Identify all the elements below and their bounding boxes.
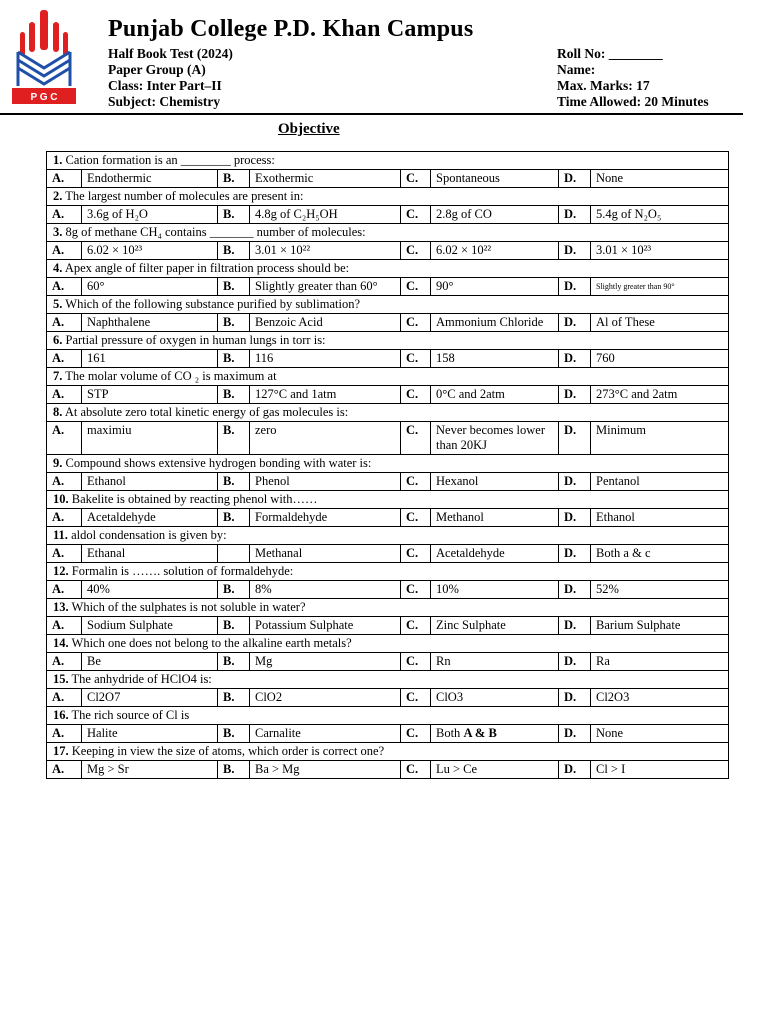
question-text: The largest number of molecules are present in: (65, 189, 304, 203)
option-letter: A. (47, 473, 82, 491)
question-text: At absolute zero total kinetic energy of gas molecules is: (64, 405, 349, 419)
option-text: 6.02 × 10²³ (82, 242, 218, 260)
question-number: 7. (53, 369, 63, 383)
option-text: Sodium Sulphate (82, 617, 218, 635)
question-text: Which of the sulphates is not soluble in water? (71, 600, 306, 614)
options-row (47, 473, 729, 491)
paper-group: Paper Group (A) (108, 62, 206, 77)
question-cell (47, 404, 729, 422)
option-letter: D. (559, 725, 591, 743)
option-text: Al of These (591, 314, 729, 332)
option-text: Ethanol (591, 509, 729, 527)
option-text: None (591, 725, 729, 743)
mcq-table (46, 151, 729, 779)
question-cell (47, 188, 729, 206)
option-text: Potassium Sulphate (250, 617, 401, 635)
option-letter: B. (218, 581, 250, 599)
options-row (47, 509, 729, 527)
option-letter: D. (559, 314, 591, 332)
option-letter: B. (218, 206, 250, 224)
question-text: Formalin is ……. solution of formaldehyde: (71, 564, 294, 578)
option-text: Formaldehyde (250, 509, 401, 527)
option-letter: D. (559, 278, 591, 296)
option-letter: C. (401, 509, 431, 527)
option-text: Both A & B (431, 725, 559, 743)
option-text: 4.8g of C₂H₅OH (250, 206, 401, 224)
option-letter: B. (218, 617, 250, 635)
option-letter: A. (47, 581, 82, 599)
option-text: Cl2O3 (591, 689, 729, 707)
option-letter: C. (401, 314, 431, 332)
option-text: 52% (591, 581, 729, 599)
option-letter: A. (47, 509, 82, 527)
option-letter: D. (559, 617, 591, 635)
option-text: 760 (591, 350, 729, 368)
option-text: Pentanol (591, 473, 729, 491)
question-number: 3. (53, 225, 63, 239)
question-row (47, 188, 729, 206)
question-row (47, 527, 729, 545)
question-number: 8. (53, 405, 63, 419)
options-row (47, 761, 729, 779)
options-row (47, 725, 729, 743)
option-text: 116 (250, 350, 401, 368)
question-text: The molar volume of CO ₂ is maximum at (65, 369, 277, 383)
option-text: Be (82, 653, 218, 671)
option-text: 0°C and 2atm (431, 386, 559, 404)
option-letter: C. (401, 473, 431, 491)
option-text: 90° (431, 278, 559, 296)
option-text: Spontaneous (431, 170, 559, 188)
option-letter: B. (218, 278, 250, 296)
options-row (47, 386, 729, 404)
question-row (47, 707, 729, 725)
option-letter: C. (401, 761, 431, 779)
option-text: Slightly greater than 90° (591, 278, 729, 296)
subject-label: Subject: Chemistry (108, 94, 221, 109)
option-letter: B. (218, 386, 250, 404)
option-letter: B. (218, 170, 250, 188)
question-cell (47, 671, 729, 689)
option-text: Acetaldehyde (431, 545, 559, 563)
question-text: Which of the following substance purified by sublimation? (65, 297, 361, 311)
option-letter: D. (559, 206, 591, 224)
option-letter: B. (218, 473, 250, 491)
option-letter: A. (47, 386, 82, 404)
question-cell (47, 743, 729, 761)
question-text: 8g of methane CH₄ contains _______ number of molecules: (65, 225, 366, 239)
options-row (47, 617, 729, 635)
option-letter: B. (218, 725, 250, 743)
options-row (47, 242, 729, 260)
question-text: The anhydride of HClO4 is: (71, 672, 212, 686)
question-cell (47, 599, 729, 617)
question-row (47, 491, 729, 509)
option-text: STP (82, 386, 218, 404)
option-letter: D. (559, 422, 591, 455)
option-letter: A. (47, 689, 82, 707)
option-letter: A. (47, 653, 82, 671)
option-text: Ethanol (82, 473, 218, 491)
option-letter: C. (401, 242, 431, 260)
option-letter: C. (401, 206, 431, 224)
option-letter: A. (47, 545, 82, 563)
question-row (47, 599, 729, 617)
option-text: Slightly greater than 60° (250, 278, 401, 296)
options-row (47, 653, 729, 671)
question-row (47, 743, 729, 761)
option-text: Cl2O7 (82, 689, 218, 707)
option-letter: D. (559, 242, 591, 260)
option-letter: A. (47, 170, 82, 188)
question-text: Which one does not belong to the alkaline earth metals? (71, 636, 352, 650)
option-text: ClO2 (250, 689, 401, 707)
question-text: Apex angle of filter paper in filtration process should be: (64, 261, 350, 275)
question-cell (47, 491, 729, 509)
name-field: Name: (557, 62, 596, 77)
option-letter: A. (47, 314, 82, 332)
option-letter: D. (559, 761, 591, 779)
option-letter: C. (401, 653, 431, 671)
options-row (47, 350, 729, 368)
option-text: Ra (591, 653, 729, 671)
question-text: aldol condensation is given by: (71, 528, 227, 542)
options-row (47, 689, 729, 707)
option-text: 3.6g of H₂O (82, 206, 218, 224)
question-row (47, 404, 729, 422)
section-title: Objective (278, 121, 340, 137)
option-text: Minimum (591, 422, 729, 455)
question-cell (47, 635, 729, 653)
question-cell (47, 332, 729, 350)
question-number: 4. (53, 261, 63, 275)
exam-info (108, 46, 233, 110)
option-text: 2.8g of CO (431, 206, 559, 224)
option-letter: A. (47, 725, 82, 743)
option-letter: B. (218, 689, 250, 707)
option-letter: A. (47, 350, 82, 368)
question-cell (47, 527, 729, 545)
option-letter: D. (559, 473, 591, 491)
question-number: 9. (53, 456, 63, 470)
option-text: 3.01 × 10²³ (591, 242, 729, 260)
question-number: 1. (53, 153, 63, 167)
option-letter: B. (218, 350, 250, 368)
option-letter: B. (218, 761, 250, 779)
option-letter (218, 545, 250, 563)
roll-no-field: Roll No: ________ (557, 46, 663, 61)
question-row (47, 224, 729, 242)
student-info (557, 46, 709, 110)
question-number: 17. (53, 744, 69, 758)
option-letter: A. (47, 242, 82, 260)
option-text: Phenol (250, 473, 401, 491)
question-row (47, 260, 729, 278)
option-text: 10% (431, 581, 559, 599)
option-text: 40% (82, 581, 218, 599)
question-row (47, 671, 729, 689)
option-text: 5.4g of N₂O₅ (591, 206, 729, 224)
option-text: Rn (431, 653, 559, 671)
question-cell (47, 296, 729, 314)
option-text: Barium Sulphate (591, 617, 729, 635)
question-cell (47, 224, 729, 242)
option-text: Hexanol (431, 473, 559, 491)
question-cell (47, 455, 729, 473)
option-text: Ba > Mg (250, 761, 401, 779)
question-text: Compound shows extensive hydrogen bonding with water is: (65, 456, 372, 470)
option-text: Ethanal (82, 545, 218, 563)
option-text: ClO3 (431, 689, 559, 707)
option-letter: D. (559, 653, 591, 671)
option-text: Mg (250, 653, 401, 671)
option-text: 273°C and 2atm (591, 386, 729, 404)
option-letter: C. (401, 689, 431, 707)
option-text: Ammonium Chloride (431, 314, 559, 332)
options-row (47, 314, 729, 332)
option-letter: D. (559, 170, 591, 188)
option-letter: B. (218, 242, 250, 260)
option-letter: B. (218, 314, 250, 332)
option-letter: C. (401, 350, 431, 368)
question-row (47, 635, 729, 653)
question-text: Keeping in view the size of atoms, which order is correct one? (71, 744, 385, 758)
option-text: Acetaldehyde (82, 509, 218, 527)
option-letter: A. (47, 206, 82, 224)
options-row (47, 545, 729, 563)
pgc-logo (12, 8, 76, 104)
option-text: Mg > Sr (82, 761, 218, 779)
question-number: 2. (53, 189, 63, 203)
question-text: Partial pressure of oxygen in human lungs in torr is: (65, 333, 326, 347)
option-text: 161 (82, 350, 218, 368)
options-row (47, 278, 729, 296)
option-letter: A. (47, 761, 82, 779)
question-cell (47, 152, 729, 170)
option-letter: D. (559, 509, 591, 527)
option-letter: A. (47, 422, 82, 455)
option-text: zero (250, 422, 401, 455)
class-label: Class: Inter Part–II (108, 78, 222, 93)
option-text: Methanal (250, 545, 401, 563)
option-letter: C. (401, 278, 431, 296)
question-row (47, 455, 729, 473)
option-letter: D. (559, 545, 591, 563)
max-marks: Max. Marks: 17 (557, 78, 650, 93)
options-row (47, 206, 729, 224)
question-number: 12. (53, 564, 69, 578)
option-letter: C. (401, 617, 431, 635)
option-text: Benzoic Acid (250, 314, 401, 332)
options-row (47, 170, 729, 188)
college-title: Punjab College P.D. Khan Campus (108, 16, 474, 42)
question-row (47, 368, 729, 386)
option-letter: B. (218, 653, 250, 671)
question-row (47, 332, 729, 350)
option-letter: B. (218, 509, 250, 527)
option-text: 8% (250, 581, 401, 599)
time-allowed: Time Allowed: 20 Minutes (557, 94, 709, 109)
option-text: None (591, 170, 729, 188)
option-text: Halite (82, 725, 218, 743)
option-text: 158 (431, 350, 559, 368)
question-cell (47, 260, 729, 278)
question-number: 15. (53, 672, 69, 686)
question-number: 14. (53, 636, 69, 650)
question-row (47, 152, 729, 170)
option-text: Exothermic (250, 170, 401, 188)
option-text: Lu > Ce (431, 761, 559, 779)
option-text: Zinc Sulphate (431, 617, 559, 635)
option-text: Both a & c (591, 545, 729, 563)
option-letter: C. (401, 581, 431, 599)
option-letter: A. (47, 278, 82, 296)
option-letter: D. (559, 350, 591, 368)
question-text: The rich source of Cl is (71, 708, 190, 722)
question-number: 5. (53, 297, 63, 311)
option-letter: D. (559, 386, 591, 404)
option-text: Carnalite (250, 725, 401, 743)
option-letter: C. (401, 422, 431, 455)
question-row (47, 563, 729, 581)
question-row (47, 296, 729, 314)
option-text: Cl > I (591, 761, 729, 779)
option-letter: C. (401, 170, 431, 188)
question-cell (47, 707, 729, 725)
option-letter: B. (218, 422, 250, 455)
option-text: Methanol (431, 509, 559, 527)
option-letter: C. (401, 545, 431, 563)
options-row (47, 581, 729, 599)
question-cell (47, 563, 729, 581)
option-text: 60° (82, 278, 218, 296)
header-divider (0, 113, 743, 115)
option-letter: D. (559, 689, 591, 707)
option-text: 3.01 × 10²² (250, 242, 401, 260)
question-text: Cation formation is an ________ process: (65, 153, 275, 167)
question-cell (47, 368, 729, 386)
question-number: 10. (53, 492, 69, 506)
options-row (47, 422, 729, 455)
option-text: Endothermic (82, 170, 218, 188)
option-text: maximiu (82, 422, 218, 455)
option-letter: C. (401, 725, 431, 743)
option-text: 127°C and 1atm (250, 386, 401, 404)
option-letter: D. (559, 581, 591, 599)
option-letter: A. (47, 617, 82, 635)
question-number: 16. (53, 708, 69, 722)
question-number: 6. (53, 333, 63, 347)
question-number: 11. (53, 528, 68, 542)
option-text: 6.02 × 10²² (431, 242, 559, 260)
option-text: Never becomes lower than 20KJ (431, 422, 559, 455)
logo-text: P G C (30, 92, 58, 103)
option-letter: C. (401, 386, 431, 404)
option-text: Naphthalene (82, 314, 218, 332)
question-number: 13. (53, 600, 69, 614)
test-name: Half Book Test (2024) (108, 46, 233, 61)
question-text: Bakelite is obtained by reacting phenol with…… (71, 492, 318, 506)
